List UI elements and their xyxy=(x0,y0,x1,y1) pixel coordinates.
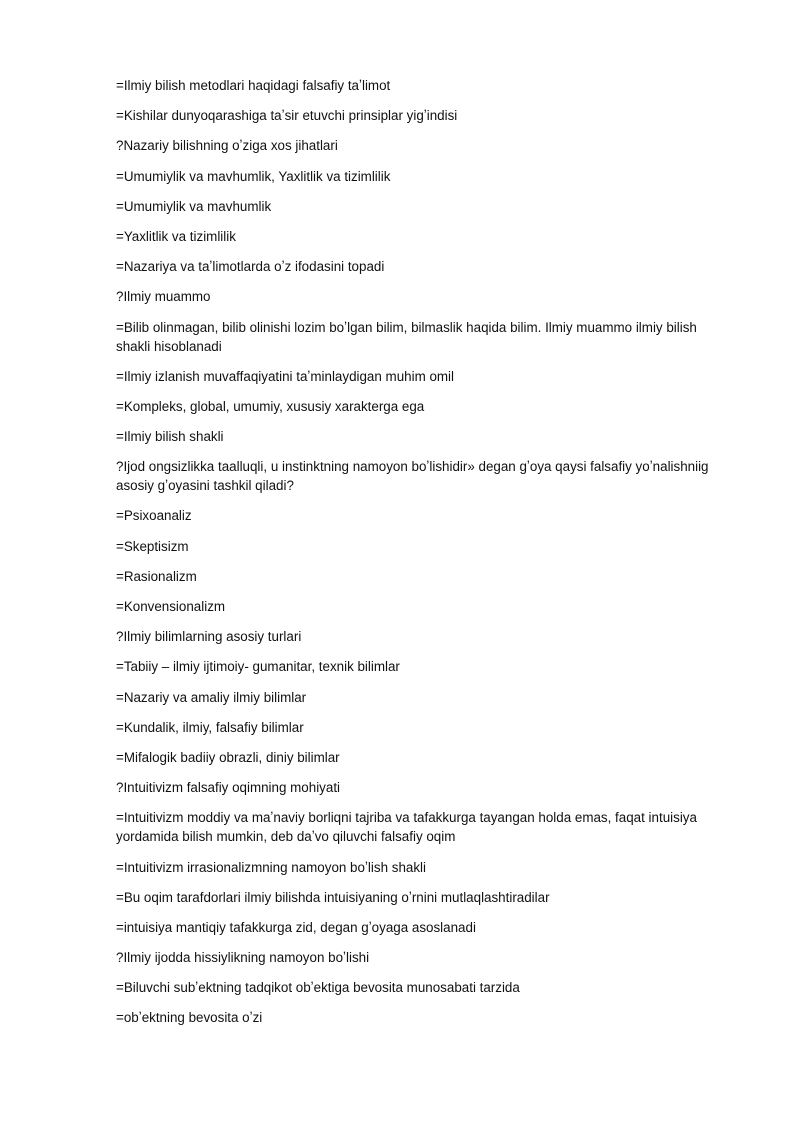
text-line: =Ilmiy bilish shakli xyxy=(116,429,224,445)
text-line: =Umumiylik va mavhumlik, Yaxlitlik va tizimlilik xyxy=(116,168,391,184)
text-line: =intuisiya mantiqiy tafakkurga zid, degan gʼoyaga asoslanadi xyxy=(116,919,476,935)
question-line: ?Ilmiy muammo xyxy=(116,289,211,305)
text-line: =Skeptisizm xyxy=(116,538,189,554)
question-line: ?Ilmiy ijodda hissiylikning namoyon boʼlishi xyxy=(116,950,370,966)
text-line: =Mifalogik badiiy obrazli, diniy bilimlar xyxy=(116,749,340,765)
text-line: =Nazariya va taʼlimotlarda oʼz ifodasini topadi xyxy=(116,259,385,275)
text-line: =Psixoanaliz xyxy=(116,508,192,524)
question-line: ?Nazariy bilishning oʼziga xos jihatlari xyxy=(116,138,338,154)
text-line: =Intuitivizm moddiy va maʼnaviy borliqni tajriba va tafakkurga tayangan holda emas, faqat intuisiya yordamida bilish mumkin, deb daʼvo qiluvchi falsafiy oqim xyxy=(116,810,697,845)
text-line: =Bilib olinmagan, bilib olinishi lozim boʼlgan bilim, bilmaslik haqida bilim. Ilmiy muammo ilmiy bilish shakli hisoblanadi xyxy=(116,319,697,354)
text-line: =Kompleks, global, umumiy, xususiy xarakterga ega xyxy=(116,398,425,414)
text-line: =Rasionalizm xyxy=(116,568,197,584)
question-line: ?Ijod ongsizlikka taalluqli, u instinktning namoyon boʼlishidir» degan gʼoya qaysi falsafiy yoʼnalishniig asosiy gʼoyasini tashkil qiladi? xyxy=(116,459,709,494)
text-line: =Nazariy va amaliy ilmiy bilimlar xyxy=(116,689,307,705)
text-line: =Konvensionalizm xyxy=(116,599,226,614)
text-line: =obʼektning bevosita oʼzi xyxy=(116,1010,263,1026)
text-line: =Intuitivizm irrasionalizmning namoyon boʼlish shakli xyxy=(116,859,426,875)
text-line: =Kishilar dunyoqarashiga taʼsir etuvchi prinsiplar yigʼindisi xyxy=(116,108,458,124)
text-line: =Bu oqim tarafdorlari ilmiy bilishda intuisiyaning oʼrnini mutlaqlashtiradilar xyxy=(116,889,550,905)
text-line: =Yaxlitlik va tizimlilik xyxy=(116,228,236,244)
text-line: =Umumiylik va mavhumlik xyxy=(116,198,272,214)
text-line: =Biluvchi subʼektning tadqikot obʼektiga bevosita munosabati tarzida xyxy=(116,980,520,996)
text-line: =Tabiiy – ilmiy ijtimoiy- gumanitar, texnik bilimlar xyxy=(116,659,400,675)
document-body xyxy=(116,76,716,1039)
text-line: =Kundalik, ilmiy, falsafiy bilimlar xyxy=(116,719,304,735)
question-line: ?Intuitivizm falsafiy oqimning mohiyati xyxy=(116,780,341,796)
question-line: ?Ilmiy bilimlarning asosiy turlari xyxy=(116,629,302,645)
text-line: =Ilmiy bilish metodlari haqidagi falsafiy taʼlimot xyxy=(116,78,391,93)
text-line: =Ilmiy izlanish muvaffaqiyatini taʼminlaydigan muhim omil xyxy=(116,368,455,384)
